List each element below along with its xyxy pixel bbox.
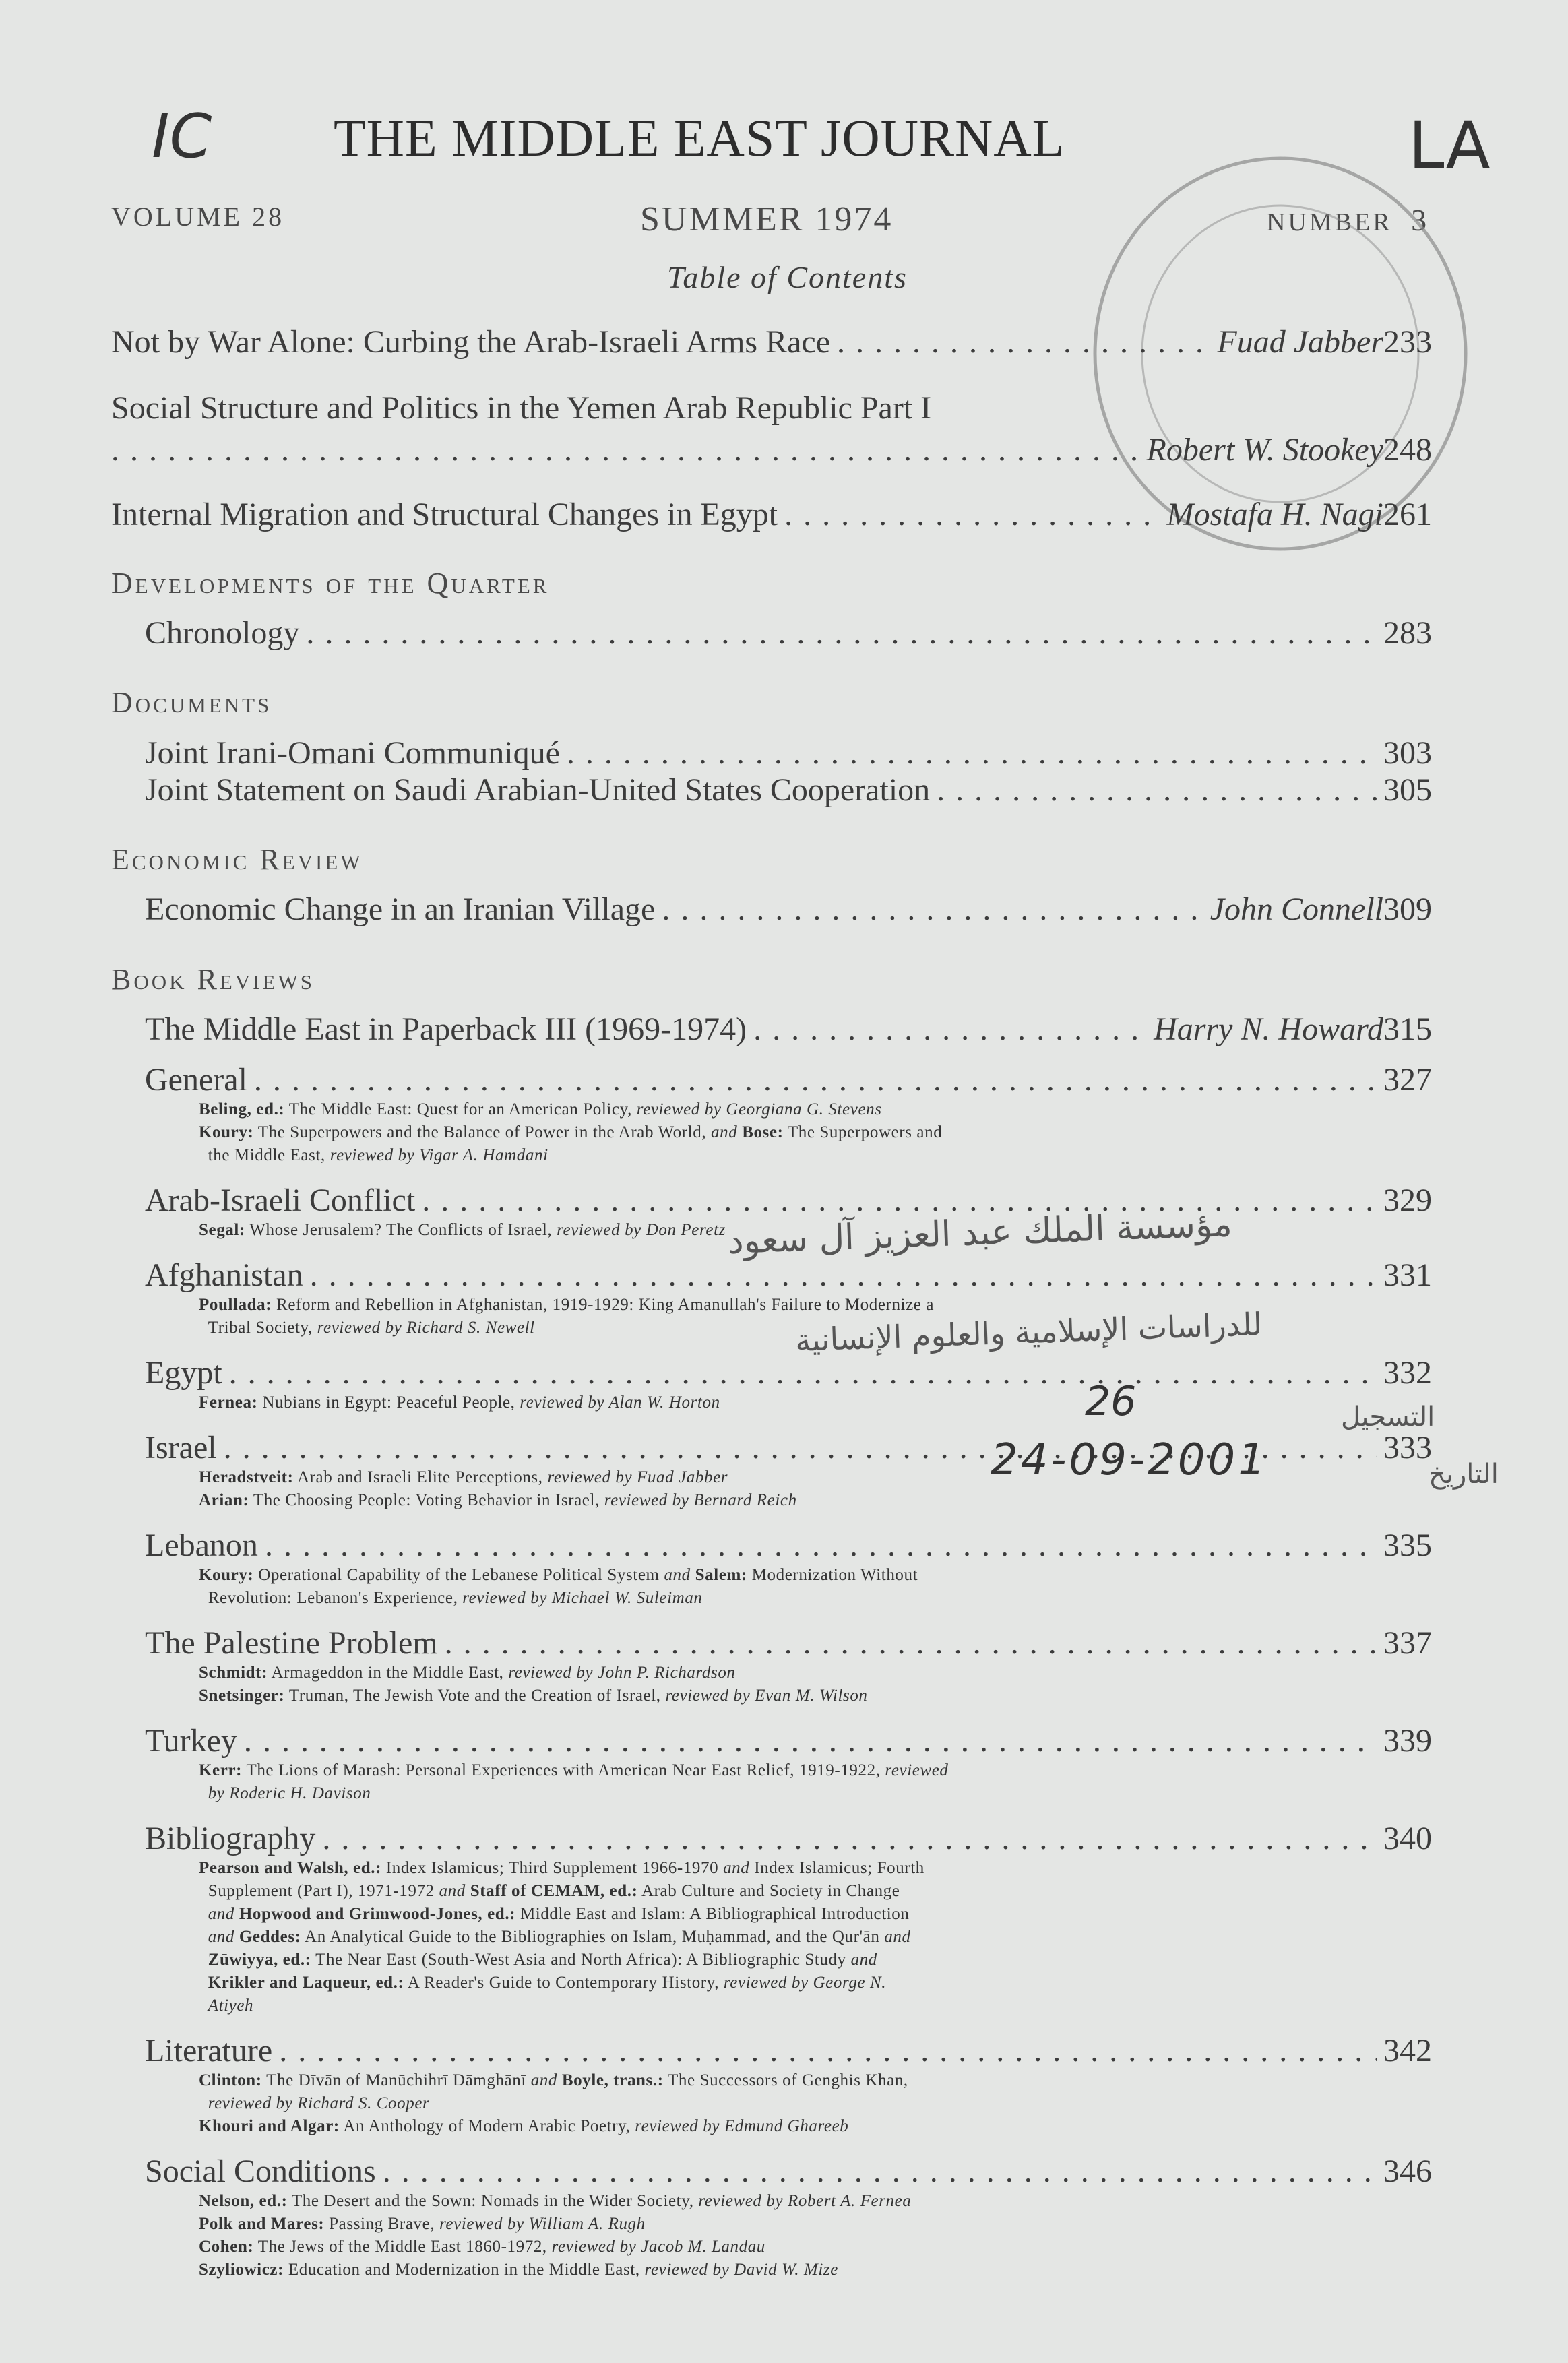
category-page: 327 xyxy=(1383,1062,1432,1098)
document-2-page: 305 xyxy=(1383,772,1432,808)
review-note: Beling, ed.: The Middle East: Quest for an American Policy, reviewed by Georgiana G. Stevens xyxy=(199,1100,882,1119)
chronology-title: Chronology xyxy=(145,615,300,651)
category-title: Bibliography xyxy=(145,1821,316,1856)
article-3[interactable] xyxy=(111,496,1432,533)
leader-dots xyxy=(567,734,1377,771)
review-note: Zūwiyya, ed.: The Near East (South-West Asia and North Africa): A Bibliographic Study and xyxy=(208,1951,877,1969)
economic-page: 309 xyxy=(1383,891,1432,927)
category-title: Israel xyxy=(145,1430,217,1466)
article-1[interactable] xyxy=(111,323,1432,360)
stamp-date-label: التاريخ xyxy=(1429,1459,1499,1490)
book-lead-author: Harry N. Howard xyxy=(1154,1011,1383,1047)
leader-dots xyxy=(662,891,1203,928)
category-title-line[interactable] xyxy=(145,1722,1432,1759)
book-category-turkey[interactable] xyxy=(145,1722,1432,1805)
category-page: 346 xyxy=(1383,2153,1432,2189)
document-entry-1[interactable] xyxy=(145,734,1432,771)
article-2-title[interactable]: Social Structure and Politics in the Yemen Arab Republic Part I xyxy=(111,390,932,426)
economic-title: Economic Change in an Iranian Village xyxy=(145,891,656,927)
review-note: Koury: The Superpowers and the Balance of Power in the Arab World, and Bose: The Superpowers and xyxy=(199,1123,943,1141)
section-heading-economic: Economic Review xyxy=(111,843,363,876)
stamp-arabic-line2: للدراسات الإسلامية والعلوم الإنسانية xyxy=(794,1305,1263,1359)
category-review-notes xyxy=(199,1564,1371,1610)
review-note: Tribal Society, reviewed by Richard S. Newell xyxy=(199,1319,535,1337)
category-title: General xyxy=(145,1062,247,1098)
review-note: the Middle East, reviewed by Vigar A. Hamdani xyxy=(199,1146,548,1164)
chronology-entry[interactable] xyxy=(145,615,1432,652)
book-lead-page: 315 xyxy=(1383,1011,1432,1047)
handwritten-mark-right: LA xyxy=(1408,108,1491,183)
leader-dots xyxy=(753,1011,1147,1048)
review-note: Arian: The Choosing People: Voting Behavior in Israel, reviewed by Bernard Reich xyxy=(199,1491,797,1509)
review-note: Khouri and Algar: An Anthology of Modern Arabic Poetry, reviewed by Edmund Ghareeb xyxy=(199,2117,849,2135)
review-note: Poullada: Reform and Rebellion in Afghanistan, 1919-1929: King Amanullah's Failure to Modernize a xyxy=(199,1296,935,1314)
book-category-general[interactable] xyxy=(145,1061,1432,1167)
category-page: 331 xyxy=(1383,1257,1432,1293)
review-note: Snetsinger: Truman, The Jewish Vote and the Creation of Israel, reviewed by Evan M. Wilson xyxy=(199,1687,868,1705)
article-3-page: 261 xyxy=(1383,497,1432,532)
section-heading-developments: Developments of the Quarter xyxy=(111,567,550,600)
category-title: The Palestine Problem xyxy=(145,1625,438,1661)
category-title: Egypt xyxy=(145,1355,222,1391)
number-value: 3 xyxy=(1411,203,1430,237)
economic-author: John Connell xyxy=(1210,891,1383,927)
article-3-author: Mostafa H. Nagi xyxy=(1166,497,1383,532)
article-2-author: Robert W. Stookey xyxy=(1146,432,1383,468)
article-1-title: Not by War Alone: Curbing the Arab-Israeli Arms Race xyxy=(111,324,831,360)
review-note: Revolution: Lebanon's Experience, reviewed by Michael W. Suleiman xyxy=(199,1589,703,1607)
journal-title: THE MIDDLE EAST JOURNAL xyxy=(334,108,1065,167)
stamp-date-value: 24-09-2001 xyxy=(991,1435,1268,1485)
category-review-notes xyxy=(199,1098,1371,1167)
article-1-page: 233 xyxy=(1383,324,1432,360)
review-note: Fernea: Nubians in Egypt: Peaceful People, reviewed by Alan W. Horton xyxy=(199,1393,720,1412)
category-title-line[interactable] xyxy=(145,1625,1432,1662)
category-title: Literature xyxy=(145,2033,273,2069)
category-review-notes xyxy=(199,1662,1371,1707)
category-title-line[interactable] xyxy=(145,1527,1432,1564)
economic-entry[interactable] xyxy=(145,891,1432,928)
book-category-bibliography[interactable] xyxy=(145,1820,1432,2017)
category-title-line[interactable] xyxy=(145,2153,1432,2190)
section-heading-documents: Documents xyxy=(111,686,272,719)
book-lead-entry[interactable] xyxy=(145,1011,1432,1048)
number-text: NUMBER xyxy=(1267,208,1393,237)
category-page: 340 xyxy=(1383,1821,1432,1856)
book-category-egypt[interactable] xyxy=(145,1354,1432,1414)
review-note: Cohen: The Jews of the Middle East 1860-1972, reviewed by Jacob M. Landau xyxy=(199,2238,765,2256)
issue-date: SUMMER 1974 xyxy=(640,200,893,239)
category-title: Afghanistan xyxy=(145,1257,303,1293)
category-review-notes xyxy=(199,1391,1371,1414)
leader-dots xyxy=(254,1061,1377,1098)
review-note: Koury: Operational Capability of the Lebanese Political System and Salem: Modernization Without xyxy=(199,1566,918,1584)
section-heading-books: Book Reviews xyxy=(111,963,315,996)
stamp-arabic-line1: مؤسسة الملك عبد العزيز آل سعود xyxy=(727,1203,1233,1263)
review-note: Clinton: The Dīvān of Manūchihrī Dāmghānī and Boyle, trans.: The Successors of Genghis Khan, xyxy=(199,2071,908,2089)
review-note: Kerr: The Lions of Marash: Personal Experiences with American Near East Relief, 1919-1922, reviewed xyxy=(199,1761,949,1779)
book-category-the-palestine-problem[interactable] xyxy=(145,1625,1432,1707)
book-category-literature[interactable] xyxy=(145,2032,1432,2138)
book-lead-title: The Middle East in Paperback III (1969-1974) xyxy=(145,1011,747,1047)
article-3-title: Internal Migration and Structural Changes in Egypt xyxy=(111,497,778,532)
review-note: Segal: Whose Jerusalem? The Conflicts of Israel, reviewed by Don Peretz xyxy=(199,1221,726,1239)
leader-dots xyxy=(310,1257,1377,1294)
category-page: 333 xyxy=(1383,1430,1432,1466)
handwritten-mark-left: IC xyxy=(152,101,212,172)
review-note: by Roderic H. Davison xyxy=(208,1784,371,1802)
leader-dots xyxy=(322,1820,1377,1857)
category-title: Turkey xyxy=(145,1723,237,1759)
category-page: 337 xyxy=(1383,1625,1432,1661)
leader-dots xyxy=(784,496,1160,533)
review-note: Polk and Mares: Passing Brave, reviewed by William A. Rugh xyxy=(199,2215,646,2233)
leader-dots xyxy=(279,2032,1377,2069)
category-title-line[interactable] xyxy=(145,2032,1432,2069)
review-note: and Hopwood and Grimwood-Jones, ed.: Middle East and Islam: A Bibliographical Introduction xyxy=(208,1905,910,1923)
leader-dots xyxy=(306,615,1377,652)
book-category-lebanon[interactable] xyxy=(145,1527,1432,1610)
review-note: Supplement (Part I), 1971-1972 and Staff of CEMAM, ed.: Arab Culture and Society in Change xyxy=(199,1882,900,1900)
review-note: Nelson, ed.: The Desert and the Sown: Nomads in the Wider Society, reviewed by Robert A. Fernea xyxy=(199,2192,912,2210)
review-note: reviewed by Richard S. Cooper xyxy=(208,2094,430,2112)
review-note: and Geddes: An Analytical Guide to the Bibliographies on Islam, Muḥammad, and the Qur'ān and xyxy=(208,1928,911,1946)
leader-dots xyxy=(229,1354,1377,1391)
stamp-registration-label: التسجيل xyxy=(1341,1401,1435,1432)
volume-label: VOLUME 28 xyxy=(111,201,285,232)
category-title-line[interactable] xyxy=(145,1257,1432,1294)
leader-dots xyxy=(111,431,1140,468)
leader-dots xyxy=(422,1182,1377,1219)
category-title-line[interactable] xyxy=(145,1820,1432,1857)
category-review-notes xyxy=(199,2190,1371,2281)
chronology-page: 283 xyxy=(1383,615,1432,651)
review-note: Atiyeh xyxy=(208,1996,254,2015)
leader-dots xyxy=(244,1722,1377,1759)
category-page: 332 xyxy=(1383,1355,1432,1391)
leader-dots xyxy=(837,323,1210,360)
stamp-registration-value: 26 xyxy=(1085,1378,1137,1425)
leader-dots xyxy=(445,1625,1377,1662)
document-1-title: Joint Irani-Omani Communiqué xyxy=(145,735,560,771)
toc-heading: Table of Contents xyxy=(667,260,908,294)
category-page: 339 xyxy=(1383,1723,1432,1759)
category-page: 335 xyxy=(1383,1527,1432,1563)
article-2-page: 248 xyxy=(1383,432,1432,468)
category-title-line[interactable] xyxy=(145,1061,1432,1098)
document-2-title: Joint Statement on Saudi Arabian-United States Cooperation xyxy=(145,772,931,808)
document-entry-2[interactable] xyxy=(145,771,1432,809)
article-2[interactable] xyxy=(111,431,1432,468)
leader-dots xyxy=(937,771,1377,809)
leader-dots xyxy=(265,1527,1377,1564)
document-1-page: 303 xyxy=(1383,735,1432,771)
review-note: Krikler and Laqueur, ed.: A Reader's Guide to Contemporary History, reviewed by George N. xyxy=(208,1974,887,1992)
category-title: Social Conditions xyxy=(145,2153,376,2189)
category-title: Lebanon xyxy=(145,1527,258,1563)
review-note: Szyliowicz: Education and Modernization in the Middle East, reviewed by David W. Mize xyxy=(199,2261,838,2279)
review-note: Schmidt: Armageddon in the Middle East, reviewed by John P. Richardson xyxy=(199,1664,736,1682)
leader-dots xyxy=(383,2153,1377,2190)
category-review-notes xyxy=(199,1857,1371,2017)
category-page: 342 xyxy=(1383,2033,1432,2069)
category-title-line[interactable] xyxy=(145,1182,1432,1219)
category-title-line[interactable] xyxy=(145,1354,1432,1391)
category-review-notes xyxy=(199,2069,1371,2138)
review-note: Pearson and Walsh, ed.: Index Islamicus; Third Supplement 1966-1970 and Index Islamicus; Fourth xyxy=(199,1859,924,1877)
category-review-notes xyxy=(199,1759,1371,1805)
article-1-author: Fuad Jabber xyxy=(1217,324,1383,360)
category-title: Arab-Israeli Conflict xyxy=(145,1183,416,1218)
book-category-social-conditions[interactable] xyxy=(145,2153,1432,2281)
review-note: Heradstveit: Arab and Israeli Elite Perceptions, reviewed by Fuad Jabber xyxy=(199,1468,728,1486)
category-page: 329 xyxy=(1383,1183,1432,1218)
